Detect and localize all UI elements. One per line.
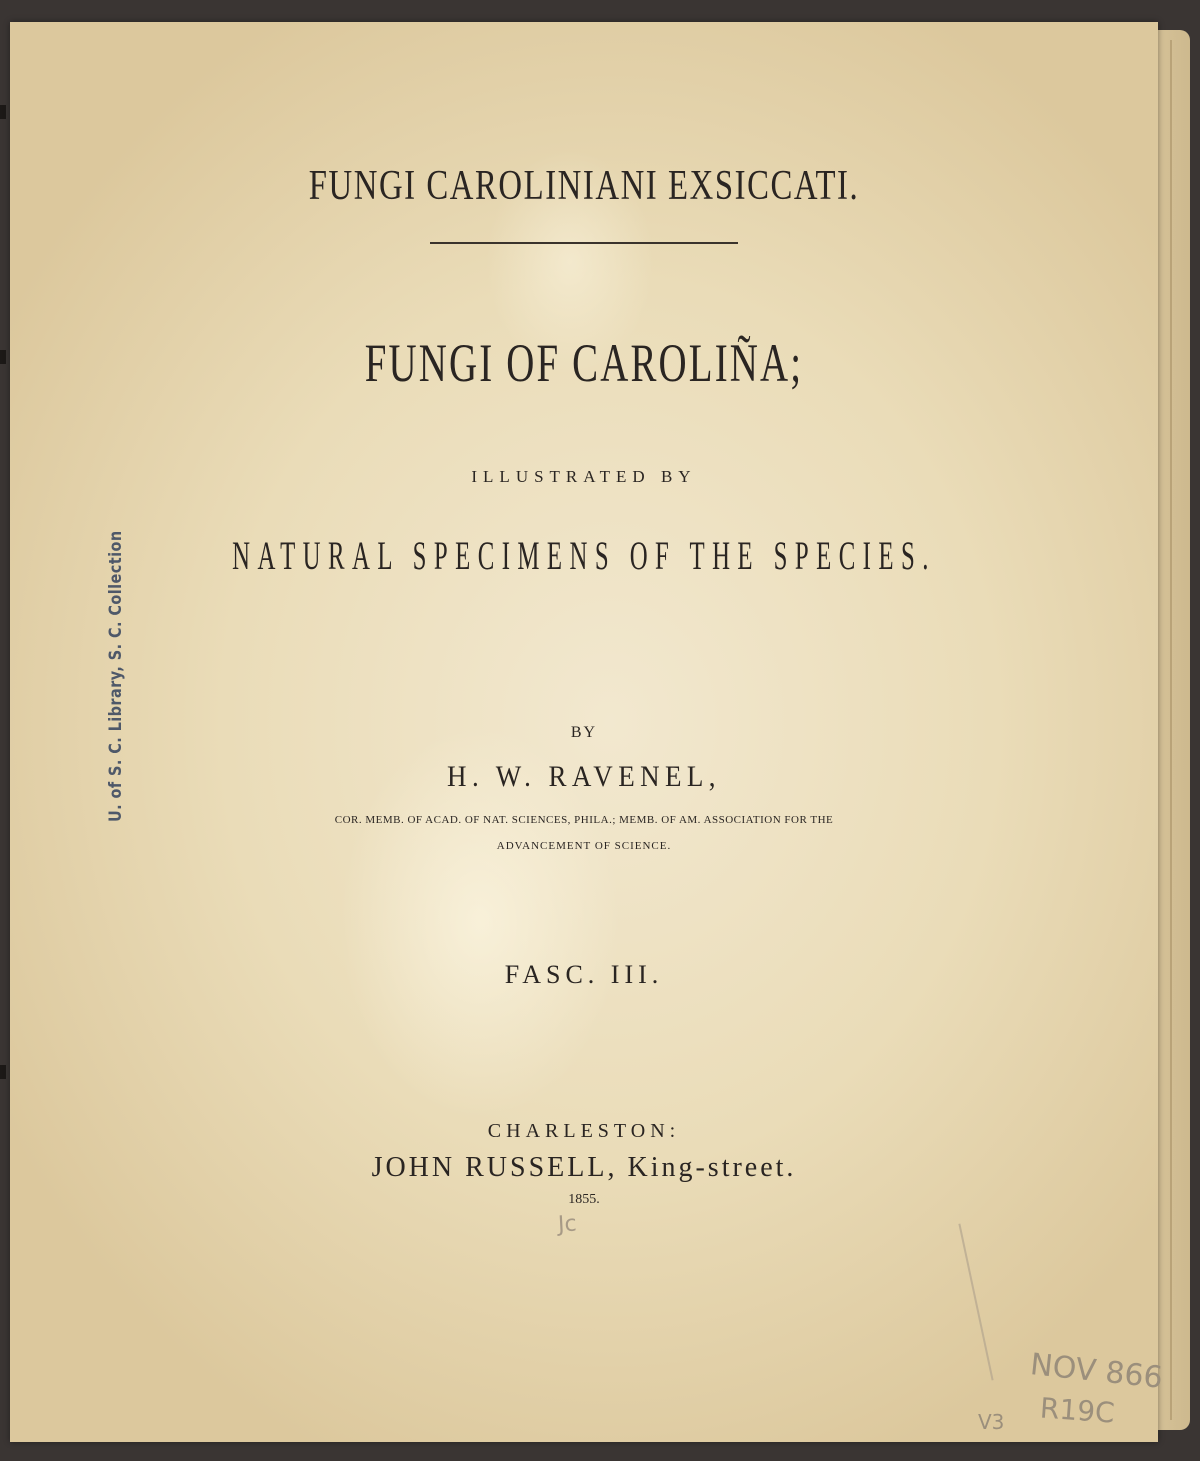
title-rule	[430, 242, 738, 244]
author-credentials-line2: ADVANCEMENT OF SCIENCE.	[496, 840, 672, 852]
library-stamp: U. of S. C. Library, S. C. Collection	[106, 530, 126, 822]
pencil-date: NOV 866	[1028, 1347, 1165, 1396]
pencil-initials: Jc	[557, 1211, 578, 1238]
fascicle-number: FASC. III.	[504, 960, 664, 989]
by-line: BY	[570, 724, 598, 741]
pencil-code: R19C	[1038, 1391, 1116, 1430]
author-name: H. W. RAVENEL,	[447, 760, 721, 793]
subtitle: NATURAL SPECIMENS OF THE SPECIES.	[232, 533, 936, 578]
title-page	[10, 22, 1165, 1442]
author-credentials-line1: COR. MEMB. OF ACAD. OF NAT. SCIENCES, PHILA.; MEMB. OF AM. ASSOCIATION FOR THE	[334, 814, 834, 826]
pencil-volume: V3	[978, 1410, 1005, 1434]
illustrated-by: ILLUSTRATED BY	[471, 467, 697, 486]
main-title: FUNGI OF CAROLIÑA;	[364, 333, 804, 393]
binding-edge	[0, 0, 4, 1461]
publisher: JOHN RUSSELL, King-street.	[371, 1152, 797, 1183]
pencil-mark	[958, 1224, 993, 1381]
series-title: FUNGI CAROLINIANI EXSICCATI.	[308, 163, 860, 209]
publication-place: CHARLESTON:	[487, 1120, 681, 1142]
publication-year: 1855.	[568, 1192, 600, 1207]
